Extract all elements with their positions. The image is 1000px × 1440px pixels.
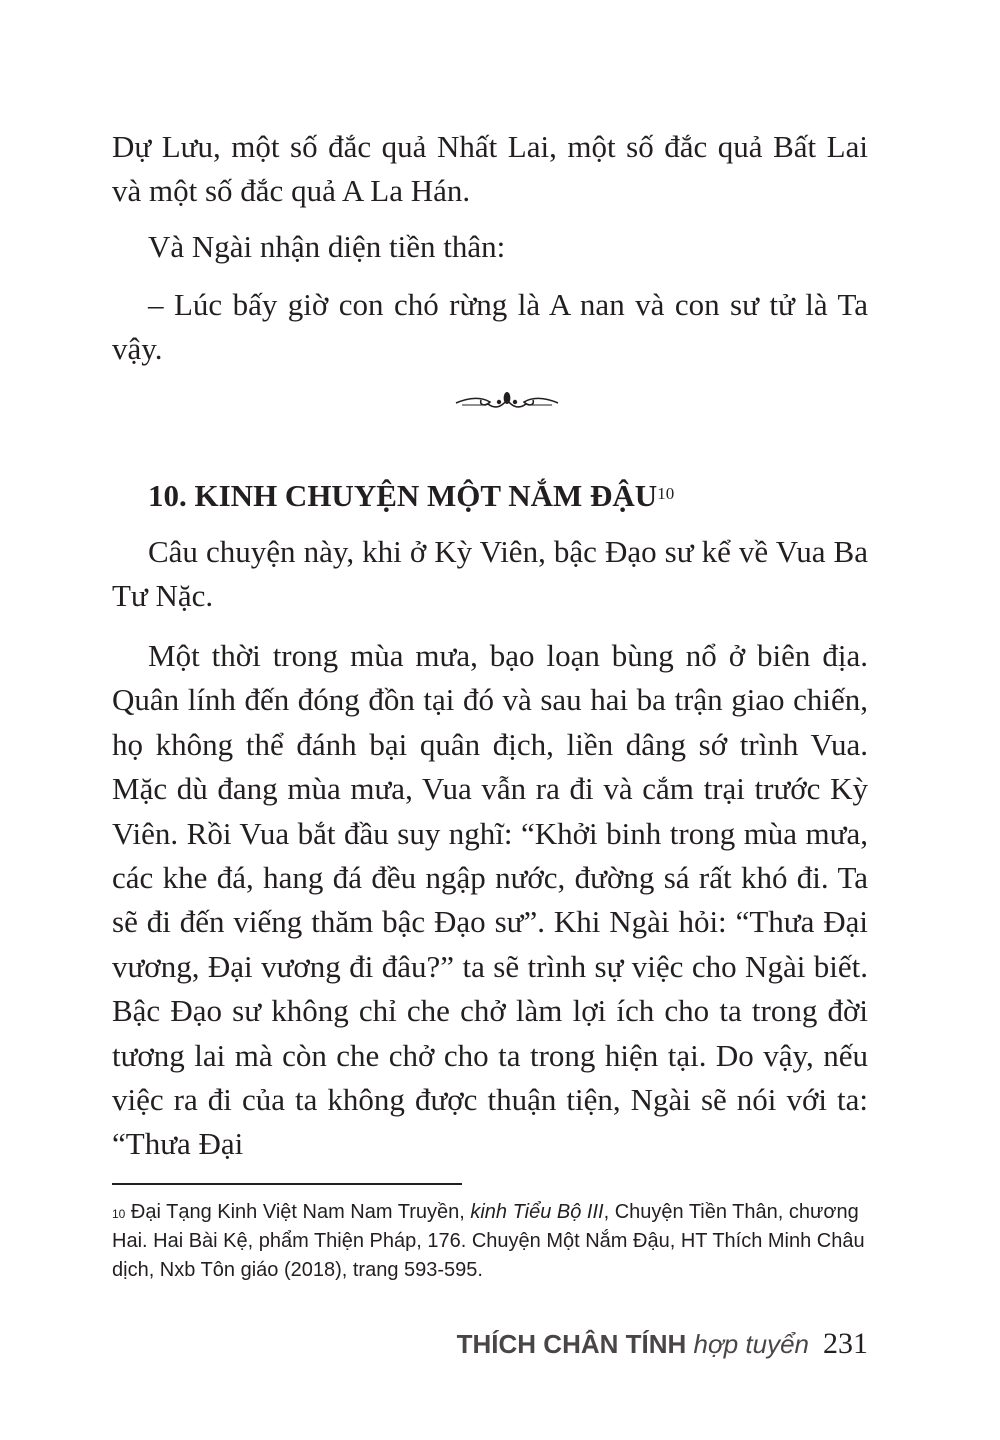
footnote-number: 10 <box>112 1207 126 1221</box>
running-footer <box>457 1326 868 1362</box>
page-number: 231 <box>823 1327 868 1360</box>
paragraph-intro: Câu chuyện này, khi ở Kỳ Viên, bậc Đạo sư kể về Vua Ba Tư Nặc. <box>112 534 868 614</box>
chapter-title: 10. KINH CHUYỆN MỘT NẮM ĐẬU <box>148 478 658 513</box>
paragraph-story: Một thời trong mùa mưa, bạo loạn bùng nổ ở biên địa. Quân lính đến đóng đồn tại đó và sau hai ba trận giao chiến, họ không thể đánh bại quân địch, liền dâng sớ trình Vua. Mặc dù đang mùa mưa, Vua vẫn ra đi và cắm trại trước Kỳ Viên. Rồi Vua bắt đầu suy nghĩ: “Khởi binh trong mùa mưa, các khe đá, hang đá đều ngập nước, đường sá rất khó đi. Ta sẽ đi đến viếng thăm bậc Đạo sư”. Khi Ngài hỏi: “Thưa Đại vương, Đại vương đi đâu?” ta sẽ trình sự việc cho Ngài biết. Bậc Đạo sư không chỉ che chở làm lợi ích cho ta trong đời tương lai mà còn che chở cho ta trong hiện tại. Do vậy, nếu việc ra đi của ta không được thuận tiện, Ngài sẽ nói với ta: “Thưa Đại <box>112 638 868 1162</box>
flourish-divider-icon <box>452 386 562 416</box>
footnote-separator <box>112 1183 462 1185</box>
footer-subtitle: hợp tuyển <box>693 1329 809 1359</box>
footnote-text-end: , Chuyện Tiền Thân, chương Hai. Hai Bài Kệ, phẩm Thiện Pháp, 176. Chuyện Một Nắm Đậu, HT Thích Minh Châu dịch, Nxb Tôn giáo (2018), trang 593-595. <box>112 1201 865 1281</box>
book-page <box>112 0 868 1440</box>
footnote <box>112 1198 868 1285</box>
footnote-reference[interactable]: 10 <box>657 484 675 503</box>
footnote-italic-title: kinh Tiểu Bộ III <box>470 1201 604 1223</box>
paragraph-continuation: Dự Lưu, một số đắc quả Nhất Lai, một số đắc quả Bất Lai và một số đắc quả A La Hán. <box>112 129 868 209</box>
paragraph-dialogue: – Lúc bấy giờ con chó rừng là A nan và con sư tử là Ta vậy. <box>112 287 868 367</box>
footer-author: THÍCH CHÂN TÍNH <box>456 1329 687 1359</box>
footnote-text-start: Đại Tạng Kinh Việt Nam Nam Truyền, <box>125 1201 471 1223</box>
paragraph-recognition: Và Ngài nhận diện tiền thân: <box>148 229 506 264</box>
chapter-heading <box>148 474 674 518</box>
